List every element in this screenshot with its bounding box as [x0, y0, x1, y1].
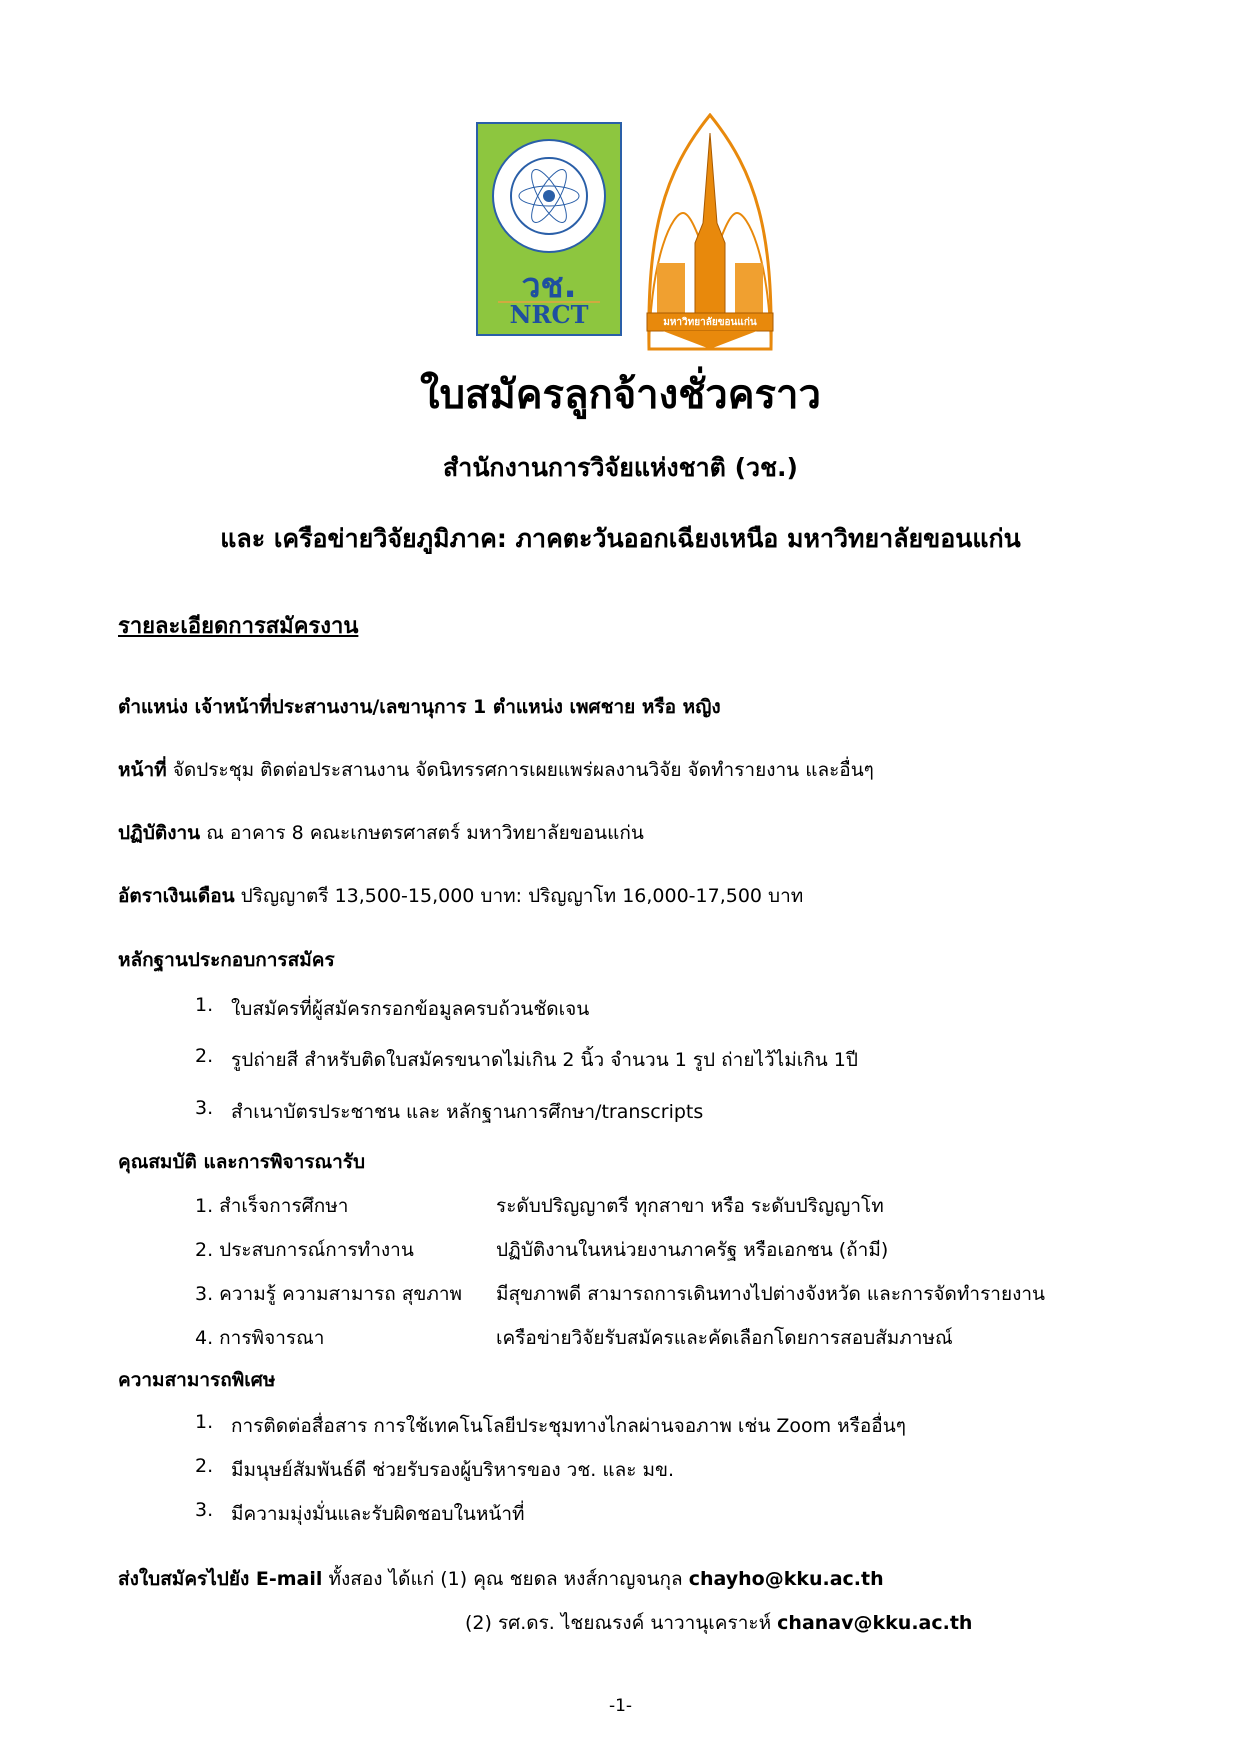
- list-item-number: 2.: [195, 1455, 214, 1477]
- workplace-text: ณ อาคาร 8 คณะเกษตรศาสตร์ มหาวิทยาลัยขอนแก่น: [206, 822, 644, 844]
- list-item-number: 3.: [195, 1097, 214, 1119]
- workplace-line: [118, 818, 644, 848]
- page-title: ใบสมัครลูกจ้างชั่วคราว: [420, 372, 821, 418]
- qualifications-heading: คุณสมบัติ และการพิจารณารับ: [118, 1151, 366, 1173]
- qualification-label: 4. การพิจารณา: [195, 1327, 325, 1349]
- list-item-number: 1.: [195, 994, 214, 1016]
- duty-label: หน้าที่: [118, 759, 167, 781]
- qualification-value: ระดับปริญญาตรี ทุกสาขา หรือ ระดับปริญญาโท: [496, 1195, 884, 1217]
- list-item: การติดต่อสื่อสาร การใช้เทคโนโลยีประชุมทางไกลผ่านจอภาพ เช่น Zoom หรืออื่นๆ: [231, 1415, 906, 1437]
- contact-line-2: [465, 1608, 972, 1638]
- list-item: สำเนาบัตรประชาชน และ หลักฐานการศึกษา/transcripts: [231, 1101, 704, 1123]
- list-item: ใบสมัครที่ผู้สมัครกรอกข้อมูลครบถ้วนชัดเจน: [231, 998, 590, 1020]
- documents-heading: หลักฐานประกอบการสมัคร: [118, 949, 335, 971]
- list-item-number: 2.: [195, 1045, 214, 1067]
- list-item: มีความมุ่งมั่นและรับผิดชอบในหน้าที่: [231, 1503, 525, 1525]
- salary-label: อัตราเงินเดือน: [118, 885, 235, 907]
- contact-line-1: [118, 1564, 884, 1594]
- page-number: -1-: [608, 1696, 633, 1716]
- list-item-number: 3.: [195, 1499, 214, 1521]
- contact-label: ส่งใบสมัครไปยัง E-mail: [118, 1568, 323, 1590]
- contact-text-1: ทั้งสอง ได้แก่ (1) คุณ ชยดล หงส์กาญจนกุล: [328, 1568, 683, 1590]
- qualification-value: เครือข่ายวิจัยรับสมัครและคัดเลือกโดยการสอบสัมภาษณ์: [496, 1327, 953, 1349]
- contact-text-2: (2) รศ.ดร. ไชยณรงค์ นาวานุเคราะห์: [465, 1612, 772, 1634]
- position-line: ตำแหน่ง เจ้าหน้าที่ประสานงาน/เลขานุการ 1 ตำแหน่ง เพศชาย หรือ หญิง: [118, 696, 721, 718]
- section-heading: รายละเอียดการสมัครงาน: [118, 614, 359, 639]
- kku-banner-text: มหาวิทยาลัยขอนแก่น: [663, 317, 757, 328]
- email-link-1[interactable]: chayho@kku.ac.th: [688, 1568, 884, 1590]
- kku-logo: [643, 113, 777, 351]
- duty-line: [118, 755, 874, 785]
- list-item: มีมนุษย์สัมพันธ์ดี ช่วยรับรองผู้บริหารของ วช. และ มข.: [231, 1459, 675, 1481]
- duty-text: จัดประชุม ติดต่อประสานงาน จัดนิทรรศการเผยแพร่ผลงานวิจัย จัดทำรายงาน และอื่นๆ: [172, 759, 874, 781]
- skills-heading: ความสามารถพิเศษ: [118, 1369, 276, 1391]
- qualification-label: 3. ความรู้ ความสามารถ สุขภาพ: [195, 1283, 463, 1305]
- list-item-number: 1.: [195, 1411, 214, 1433]
- nrct-logo: [476, 122, 622, 336]
- qualification-label: 1. สำเร็จการศึกษา: [195, 1195, 349, 1217]
- workplace-label: ปฏิบัติงาน: [118, 822, 201, 844]
- qualification-value: มีสุขภาพดี สามารถการเดินทางไปต่างจังหวัด และการจัดทำรายงาน: [496, 1283, 1046, 1305]
- salary-text: ปริญญาตรี 13,500-15,000 บาท: ปริญญาโท 16,000-17,500 บาท: [240, 885, 804, 907]
- subtitle: สำนักงานการวิจัยแห่งชาติ (วช.): [443, 453, 798, 482]
- nrct-en-text: NRCT: [509, 300, 589, 329]
- salary-line: [118, 881, 803, 911]
- list-item: รูปถ่ายสี สำหรับติดใบสมัครขนาดไม่เกิน 2 นิ้ว จำนวน 1 รูป ถ่ายไว้ไม่เกิน 1ปี: [231, 1049, 858, 1071]
- email-link-2[interactable]: chanav@kku.ac.th: [777, 1612, 973, 1634]
- qualification-label: 2. ประสบการณ์การทำงาน: [195, 1239, 414, 1261]
- nrct-thai-text: วช.: [521, 266, 577, 306]
- subtitle-network: และ เครือข่ายวิจัยภูมิภาค: ภาคตะวันออกเฉียงเหนือ มหาวิทยาลัยขอนแก่น: [220, 524, 1021, 553]
- qualification-value: ปฏิบัติงานในหน่วยงานภาครัฐ หรือเอกชน (ถ้ามี): [496, 1239, 889, 1261]
